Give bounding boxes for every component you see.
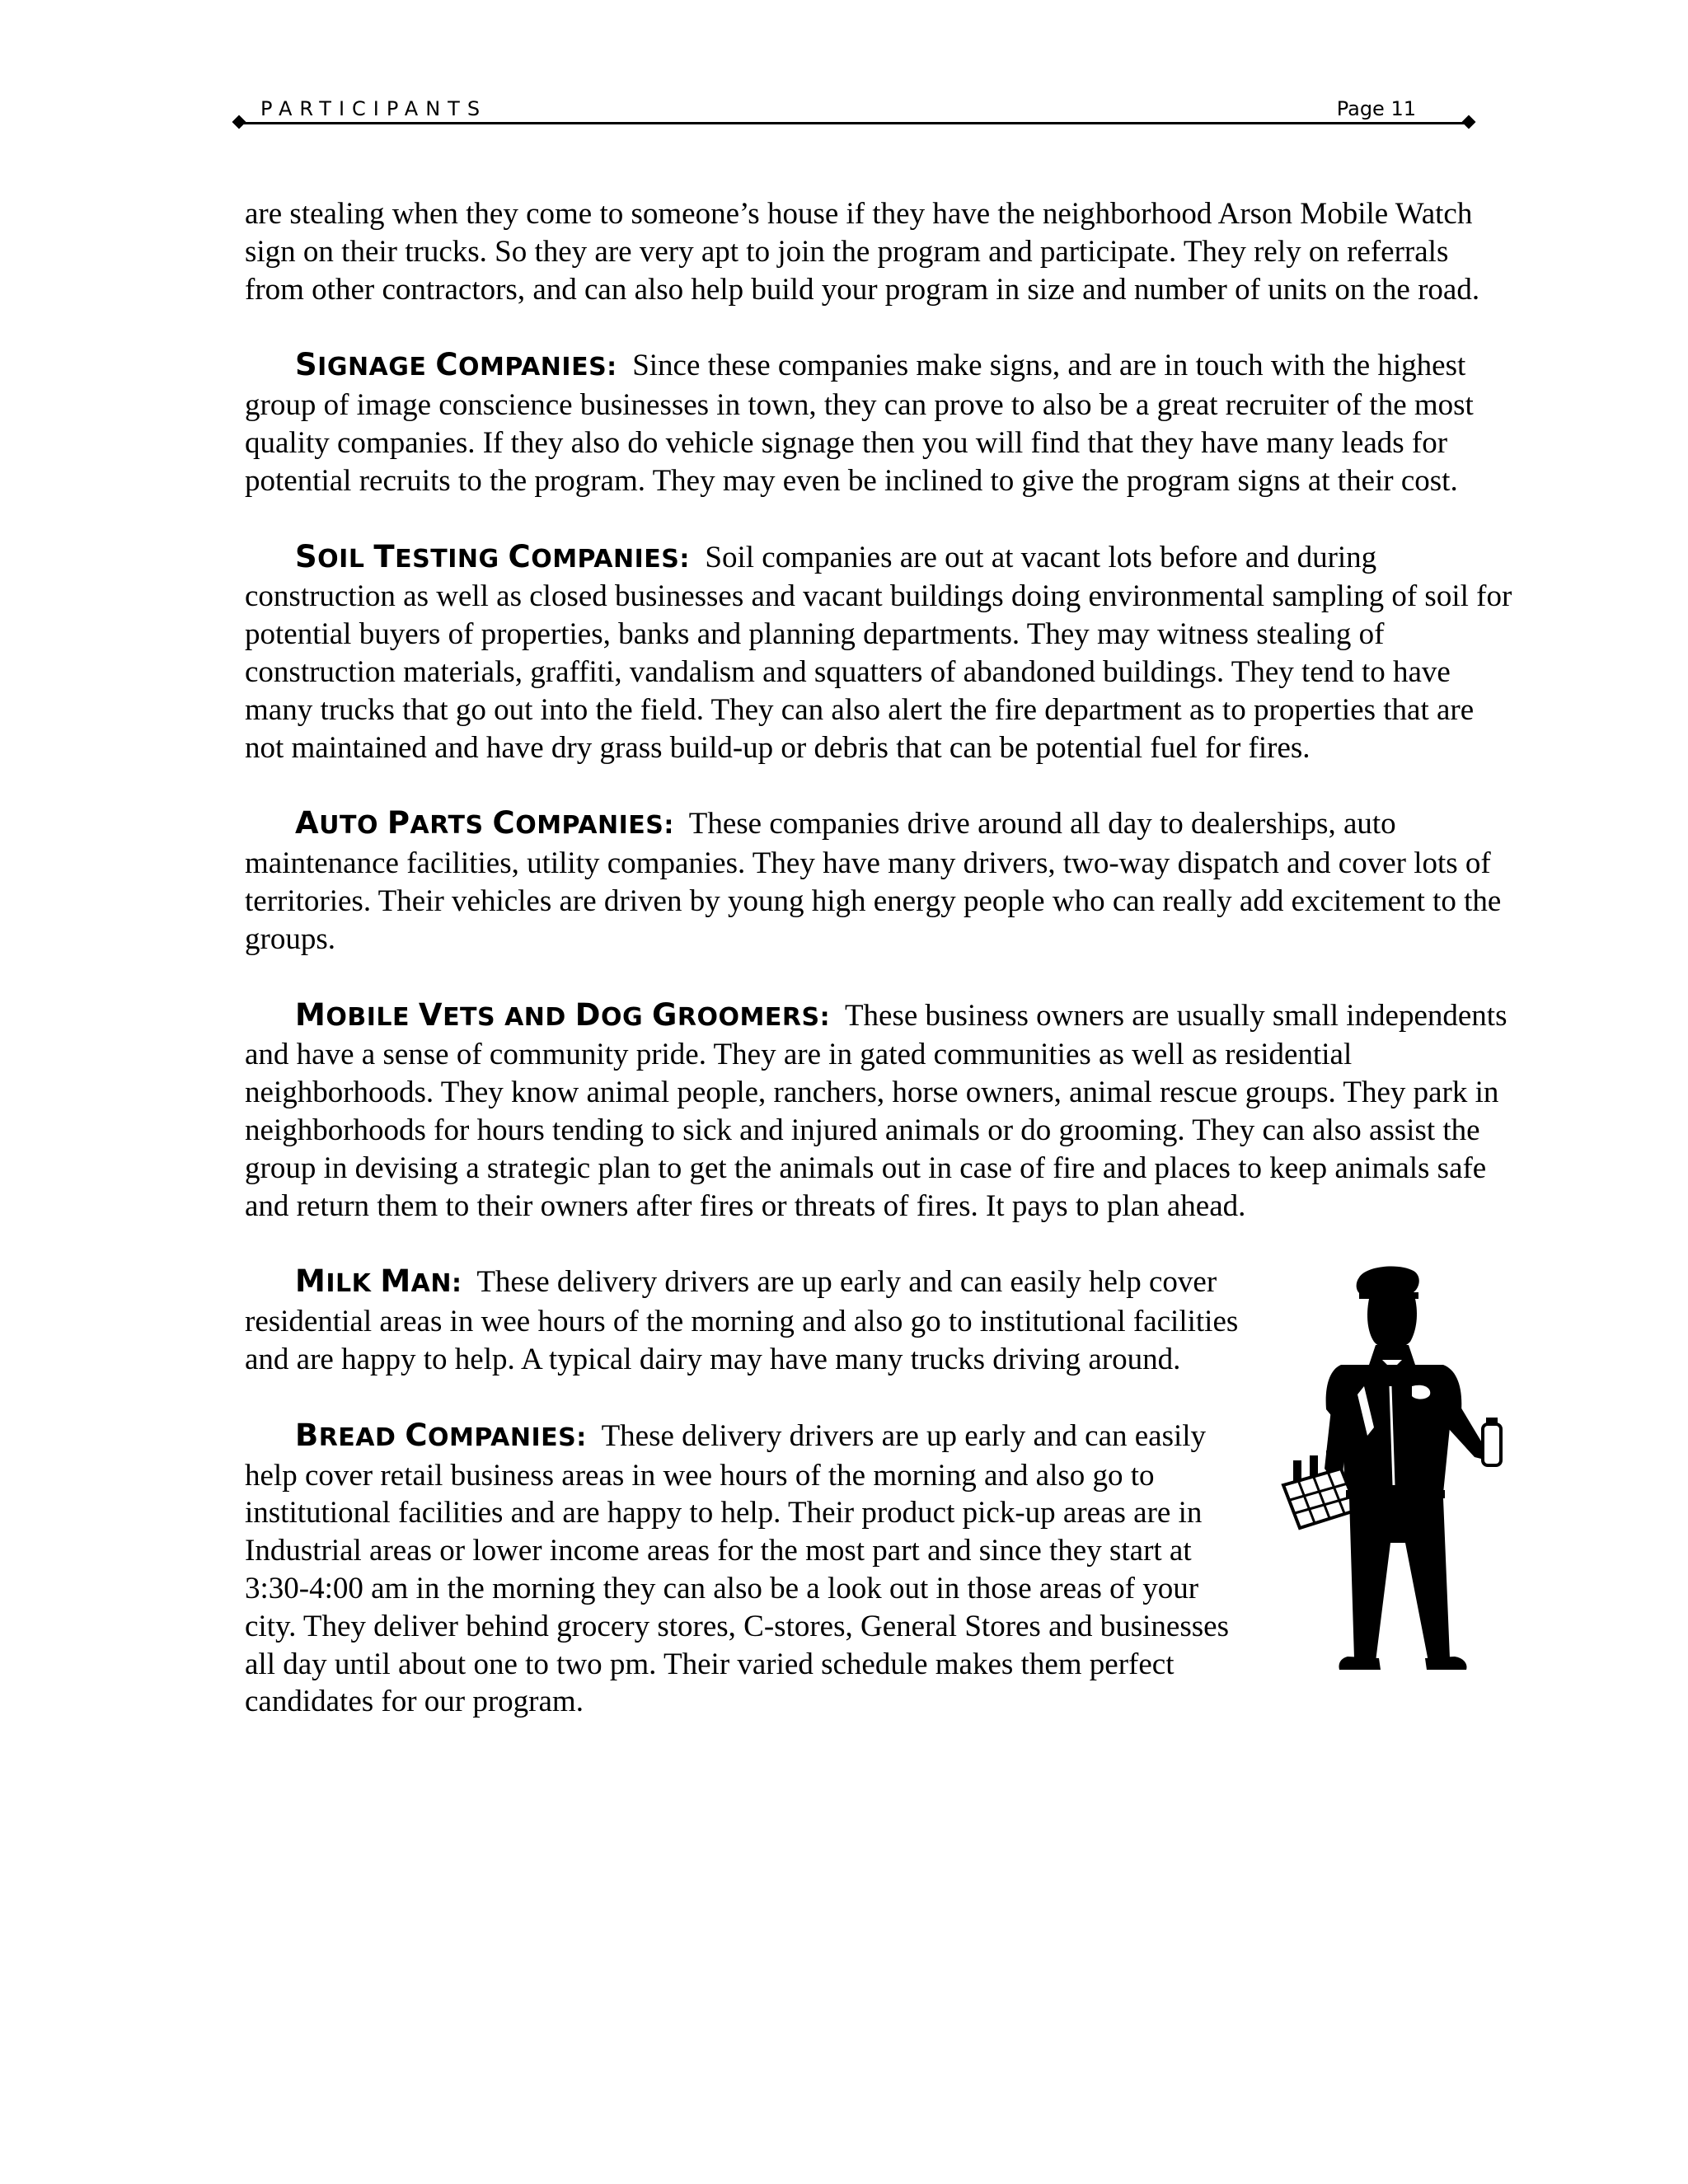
paragraph-signage (245, 346, 1514, 499)
section-heading: MOBILE VETS AND DOG GROOMERS: (295, 996, 831, 1033)
milk-bread-block (245, 1263, 1514, 1721)
paragraph-text: These business owners are usually small independents and have a sense of community pride. They are in gated communities as well as residential neighborhoods. They know animal people, ranchers, horse owners, animal rescue groups. They park in neighborhoods for hours tending to sick and injured animals or do grooming. They can also assist the group in devising a strategic plan to get the animals out in case of fire and places to keep animals safe and return them to their owners after fires or threats of fires. It pays to plan ahead. (245, 998, 1507, 1223)
document-body (245, 195, 1514, 1759)
paragraph-text: These delivery drivers are up early and can easily help cover residential areas in wee hours of the morning and also go to institutional facilities and are happy to help. A typical dairy may have many trucks driving around. (245, 1265, 1239, 1376)
paragraph-text: are stealing when they come to someone’s house if they have the neighborhood Arson Mobile Watch sign on their trucks. So they are very apt to join the program and participate. They rely on referrals from other contractors, and can also help build your program in size and number of units on the road. (245, 197, 1480, 307)
section-title: PARTICIPANTS (260, 97, 488, 120)
paragraph-text: Since these companies make signs, and are in touch with the highest group of image conscience businesses in town, they can prove to also be a great recruiter of the most quality companies. If they also do vehicle signage then you will find that they have many leads for potential recruits to the program. They may even be inclined to give the program signs at their cost. (245, 349, 1474, 498)
section-heading: MILK MAN: (295, 1263, 462, 1300)
milkman-icon (1267, 1263, 1514, 1691)
section-heading: SIGNAGE COMPANIES: (295, 347, 617, 383)
header-diamond-right-icon (1462, 115, 1476, 129)
section-heading: SOIL TESTING COMPANIES: (295, 538, 690, 574)
page-header (239, 97, 1469, 130)
paragraph-soil-testing (245, 538, 1514, 767)
paragraph-text: These companies drive around all day to dealerships, auto maintenance facilities, utility companies. They have many drivers, two-way dispatch and cover lots of territories. Their vehicles are driven by young high energy people who can really add excitement to the groups. (245, 807, 1502, 956)
paragraph-continued (245, 195, 1514, 308)
paragraph-auto-parts (245, 804, 1514, 958)
paragraph-mobile-vets (245, 996, 1514, 1226)
section-heading: BREAD COMPANIES: (295, 1417, 587, 1453)
paragraph-text: Soil companies are out at vacant lots before and during construction as well as closed businesses and vacant buildings doing environmental sampling of soil for potential buyers of properties, banks and planning departments. They may witness stealing of construction materials, graffiti, vandalism and squatters of abandoned buildings. They tend to have many trucks that go out into the field. They can also alert the fire department as to properties that are not maintained and have dry grass build-up or debris that can be potential fuel for fires. (245, 540, 1512, 765)
paragraph-text: These delivery drivers are up early and can easily help cover retail business areas in wee hours of the morning and also go to institutional facilities and are happy to help. Their product pick-up areas are in Industrial areas or lower income areas for the most part and since they start at 3:30-4:00 am in the morning they can also be a look out in those areas of your city. They deliver behind grocery stores, C-stores, General Stores and businesses all day until about one to two pm. Their varied schedule makes them perfect candidates for our program. (245, 1418, 1229, 1719)
header-rule (239, 122, 1469, 124)
section-heading: AUTO PARTS COMPANIES: (295, 805, 674, 841)
page-number: Page 11 (1336, 97, 1416, 120)
